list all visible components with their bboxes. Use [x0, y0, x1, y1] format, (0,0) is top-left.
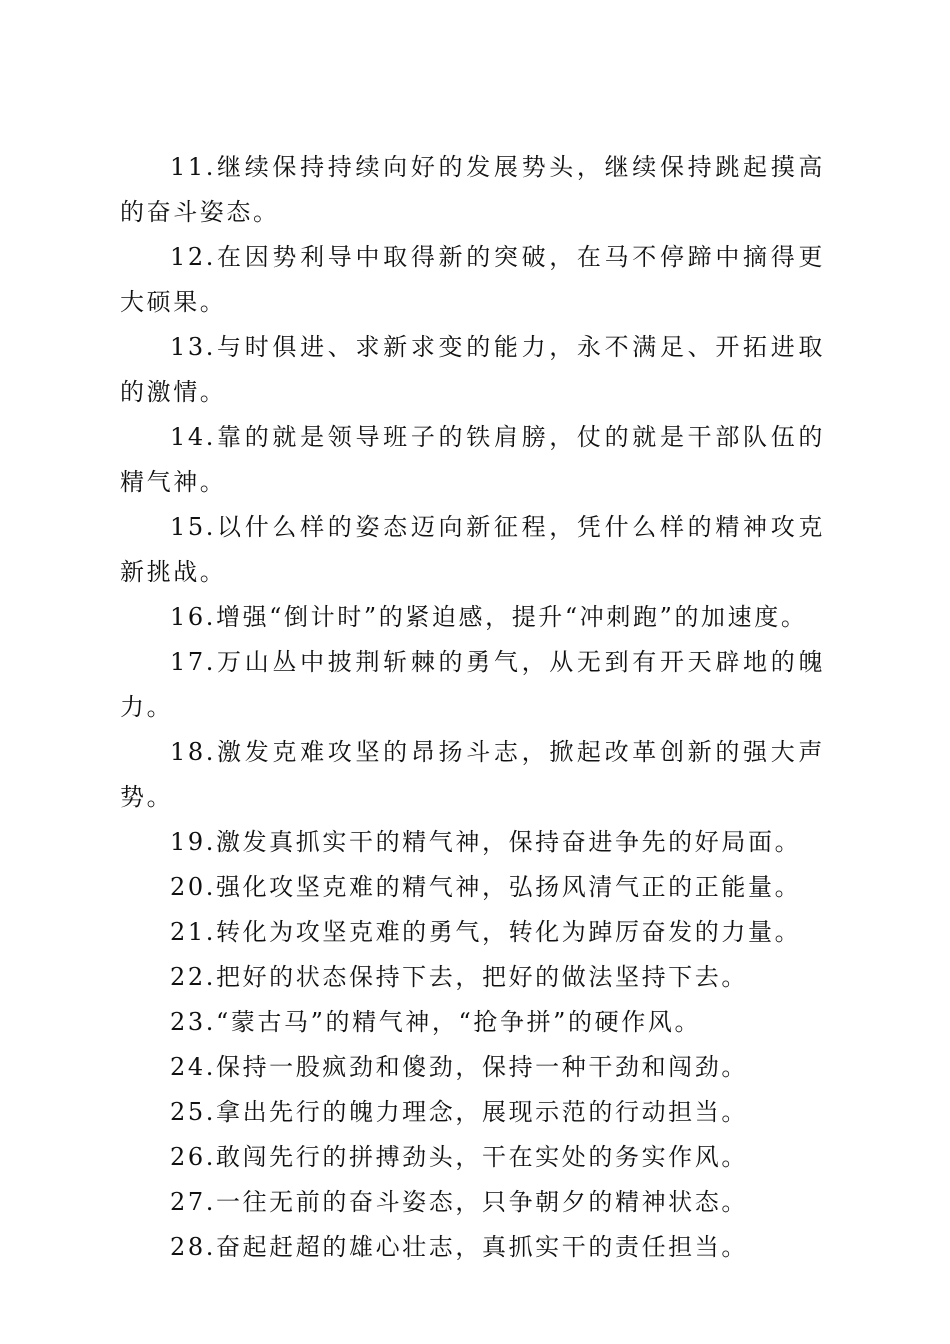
list-item-16: 16.增强“倒计时”的紧迫感，提升“冲刺跑”的加速度。 — [170, 603, 808, 631]
list-item-13: 13.与时俱进、求新求变的能力，永不满足、开拓进取的激情。 — [120, 333, 825, 406]
list-item-18: 18.激发克难攻坚的昂扬斗志，掀起改革创新的强大声势。 — [120, 738, 825, 811]
list-item-17: 17.万山丛中披荆斩棘的勇气，从无到有开天辟地的魄力。 — [120, 648, 825, 721]
document-body — [120, 145, 825, 1270]
list-item-15: 15.以什么样的姿态迈向新征程，凭什么样的精神攻克新挑战。 — [120, 513, 825, 586]
list-item-22: 22.把好的状态保持下去，把好的做法坚持下去。 — [170, 963, 748, 991]
list-item-23: 23.“蒙古马”的精气神，“抢争拼”的硬作风。 — [170, 1008, 702, 1036]
list-item-11: 11.继续保持持续向好的发展势头，继续保持跳起摸高的奋斗姿态。 — [120, 153, 825, 226]
list-item-25: 25.拿出先行的魄力理念，展现示范的行动担当。 — [170, 1098, 748, 1126]
list-item-21: 21.转化为攻坚克难的勇气，转化为踔厉奋发的力量。 — [170, 918, 802, 946]
list-item-28: 28.奋起赶超的雄心壮志，真抓实干的责任担当。 — [170, 1233, 748, 1261]
list-item-24: 24.保持一股疯劲和傻劲，保持一种干劲和闯劲。 — [170, 1053, 748, 1081]
list-item-12: 12.在因势利导中取得新的突破，在马不停蹄中摘得更大硕果。 — [120, 243, 825, 316]
list-item-27: 27.一往无前的奋斗姿态，只争朝夕的精神状态。 — [170, 1188, 748, 1216]
list-item-14: 14.靠的就是领导班子的铁肩膀，仗的就是干部队伍的精气神。 — [120, 423, 825, 496]
list-item-20: 20.强化攻坚克难的精气神，弘扬风清气正的正能量。 — [170, 873, 802, 901]
list-item-26: 26.敢闯先行的拼搏劲头，干在实处的务实作风。 — [170, 1143, 748, 1171]
list-item-19: 19.激发真抓实干的精气神，保持奋进争先的好局面。 — [170, 828, 802, 856]
